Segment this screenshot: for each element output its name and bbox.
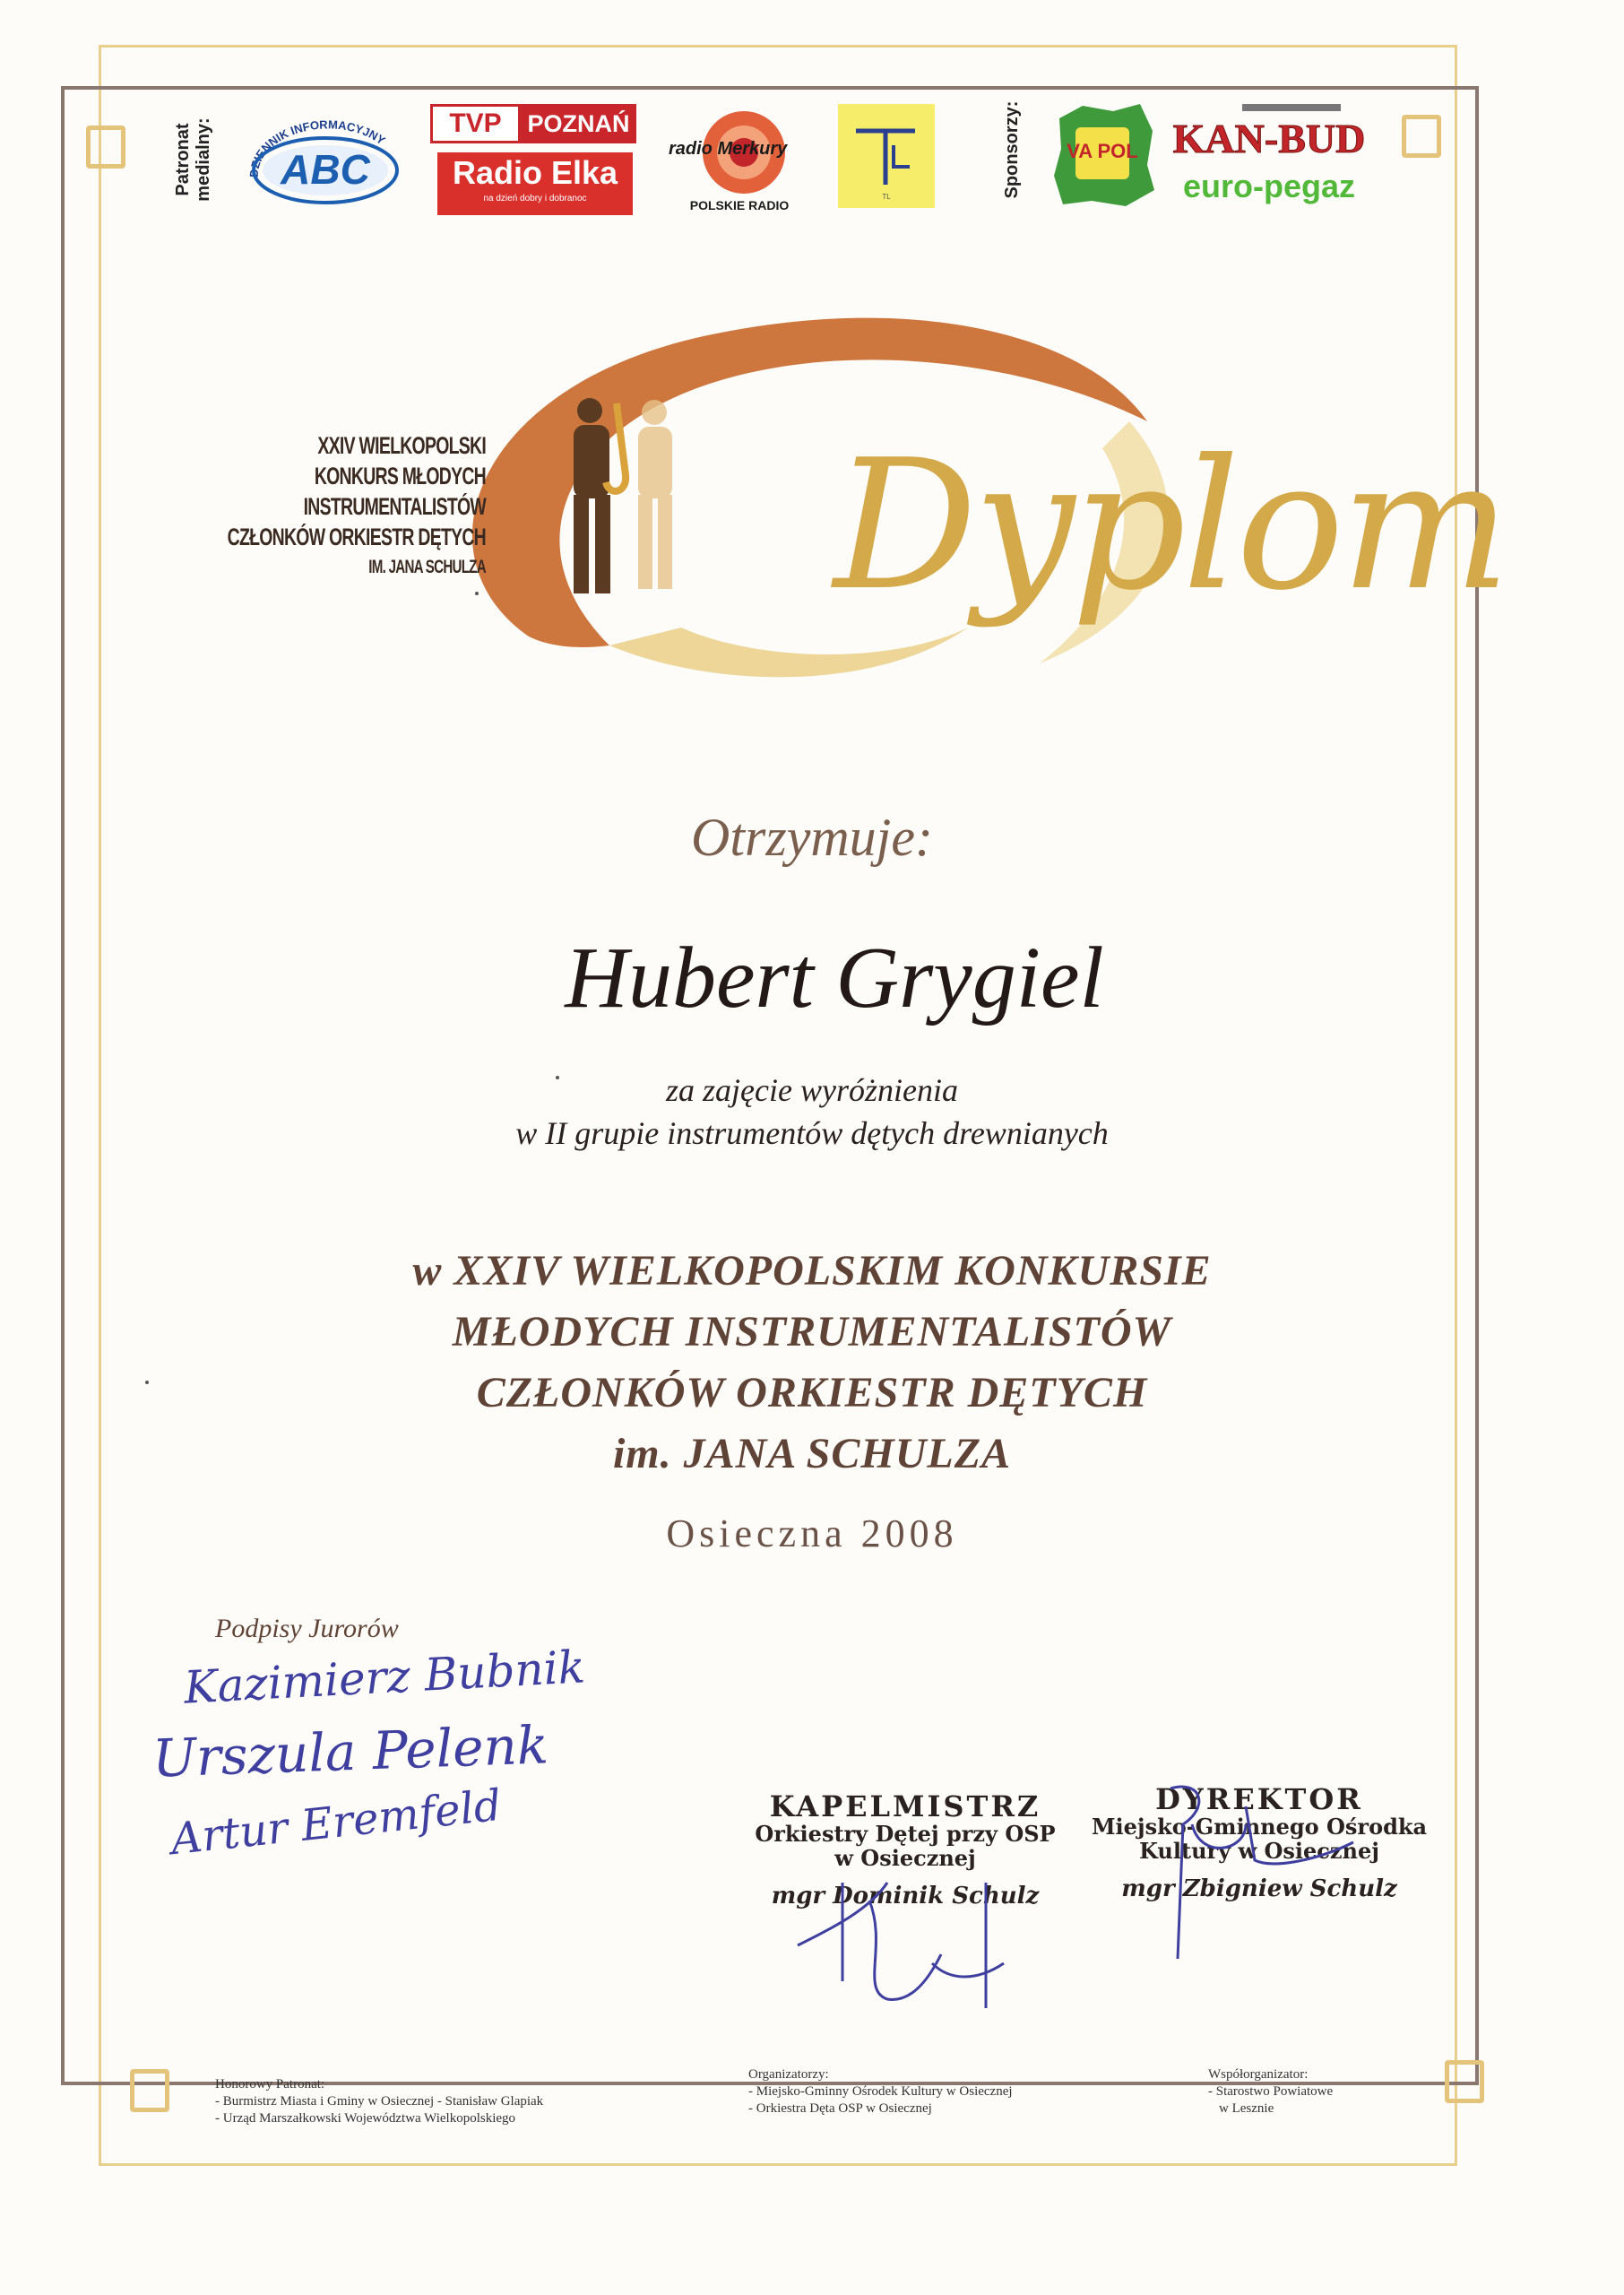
svg-text:KAN-BUD: KAN-BUD [1172, 116, 1366, 161]
dyrektor-title: DYREKTOR [1155, 1782, 1363, 1816]
organizers: Organizatorzy: - Miejsko-Gminny Ośrodek Kultury w Osiecznej - Orkiestra Dęta OSP w Osiecznej [748, 2067, 1013, 2116]
dyrektor-org: Kultury w Osiecznej [1139, 1838, 1379, 1864]
juror-signature: Kazimierz Bubnik [182, 1641, 587, 1714]
recipient-name: Hubert Grygiel [565, 930, 1104, 1026]
honorary-patronage: Honorowy Patronat: - Burmistrz Miasta i Gminy w Osiecznej - Stanisław Glapiak - Urząd Marszałkowski Województwa Wielkopolskiego [215, 2077, 544, 2126]
speck [556, 1076, 559, 1079]
speck [145, 1381, 149, 1384]
svg-text:euro-pegaz: euro-pegaz [1182, 168, 1356, 204]
saxophonist-figure [538, 385, 735, 601]
svg-text:radio Merkury: radio Merkury [669, 139, 788, 159]
poznan-label: POZNAŃ [521, 104, 636, 143]
competition-logo-text: XXIV WIELKOPOLSKI KONKURS MŁODYCH INSTRUMENTALISTÓW CZŁONKÓW ORKIESTR DĘTYCH IM. JANA SCHULZA [227, 432, 486, 577]
sponsors-label: Sponsorzy: [1002, 100, 1022, 199]
juror-signature: Urszula Pelenk [151, 1714, 550, 1789]
svg-text:POLSKIE RADIO: POLSKIE RADIO [689, 198, 790, 212]
corner-ornament [86, 126, 125, 169]
kapelmistrz-org: w Osiecznej [834, 1845, 976, 1871]
radio-elka-logo: Radio Elka na dzień dobry i dobranoc [437, 152, 633, 215]
radio-merkury-logo [663, 100, 816, 215]
competition-line-4: im. JANA SCHULZA [612, 1430, 1012, 1477]
competition-line-3: CZŁONKÓW ORKIESTR DĘTYCH [476, 1369, 1148, 1416]
kapelmistrz-name: mgr Dominik Schulz [771, 1883, 1040, 1910]
svg-text:VA POL: VA POL [1067, 140, 1138, 162]
patronat-label: Patronat medialny: [173, 117, 213, 202]
corner-ornament [130, 2069, 169, 2112]
place-date: Osieczna 2008 [666, 1511, 958, 1555]
abc-logo [242, 108, 412, 215]
speck [475, 592, 479, 595]
kanbud-europegaz-logo [1170, 100, 1369, 206]
kapelmistrz-signature [780, 1847, 1031, 2017]
dyrektor-signature [1138, 1771, 1425, 1977]
reason-line-2: w II grupie instrumentów dętych drewnianych [515, 1115, 1109, 1151]
dyrektor-org: Miejsko-Gminnego Ośrodka [1091, 1814, 1428, 1840]
reason-line-1: za zajęcie wyróżnienia [666, 1072, 958, 1108]
receives-label: Otrzymuje: [691, 808, 933, 867]
competition-line-1: w XXIV WIELKOPOLSKIM KONKURSIE [412, 1247, 1212, 1295]
competition-line-2: MŁODYCH INSTRUMENTALISTÓW [452, 1308, 1172, 1355]
svg-text:DZIENNIK INFORMACYJNY: DZIENNIK INFORMACYJNY [246, 117, 388, 178]
dyrektor-name: mgr Zbigniew Schulz [1121, 1875, 1397, 1902]
tl-logo [838, 104, 935, 208]
svg-text:TL: TL [882, 193, 891, 201]
kapelmistrz-org: Orkiestry Dętej przy OSP [755, 1821, 1056, 1847]
jurors-label: Podpisy Jurorów [215, 1614, 399, 1643]
corner-ornament [1402, 115, 1441, 158]
kapelmistrz-title: KAPELMISTRZ [769, 1789, 1041, 1823]
corner-ornament [1445, 2060, 1484, 2103]
svg-text:ABC: ABC [281, 146, 370, 193]
tvp-poznan-logo [430, 104, 636, 143]
juror-signature: Artur Eremfeld [168, 1780, 505, 1866]
co-organizer: Współorganizator: - Starostwo Powiatowe w Lesznie [1208, 2067, 1334, 2116]
diploma-title: Dyplom [834, 421, 1507, 630]
tvp-label: TVP [430, 104, 521, 143]
vapol-logo [1047, 100, 1158, 210]
